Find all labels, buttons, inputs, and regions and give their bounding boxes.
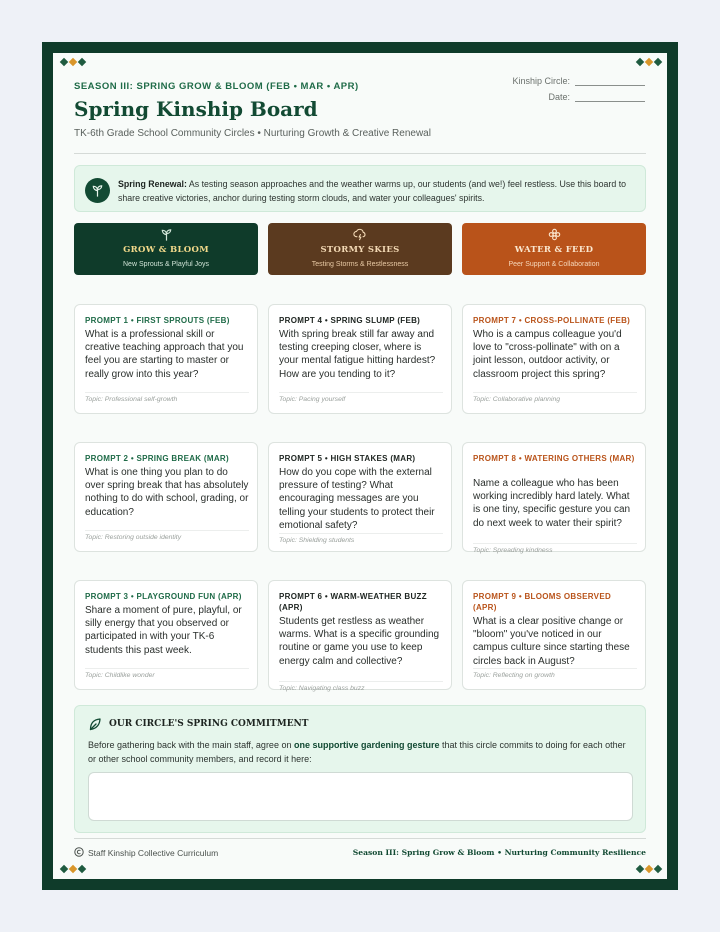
prompt-question: What is one thing you plan to do over spring break that has absolutely nothing to do with school, grading, or education? bbox=[85, 467, 249, 518]
date-label: Date: bbox=[548, 92, 570, 102]
prompt-topic: Topic: Shielding students bbox=[279, 533, 443, 544]
prompt-topic: Topic: Professional self-growth bbox=[85, 392, 249, 403]
footer-right-text: Season III: Spring Grow & Bloom • Nurturing Community Resilience bbox=[352, 848, 646, 857]
corner-ornament-bottom-right bbox=[637, 866, 661, 872]
date-blank[interactable] bbox=[575, 93, 645, 102]
prompt-label: PROMPT 9 • BLOOMS OBSERVED (APR) bbox=[473, 592, 612, 612]
category-water-feed bbox=[462, 223, 646, 275]
page-title: Spring Kinship Board bbox=[74, 97, 318, 121]
category-sub: Peer Support & Collaboration bbox=[508, 261, 600, 268]
kinship-circle-label: Kinship Circle: bbox=[512, 76, 570, 86]
storm-cloud-icon bbox=[268, 228, 452, 241]
season-label: SEASON III: SPRING GROW & BLOOM (FEB • MAR • APR) bbox=[74, 81, 359, 92]
prompt-card-3[interactable] bbox=[74, 580, 258, 690]
prompt-card-8[interactable] bbox=[462, 442, 646, 552]
prompt-topic: Topic: Collaborative planning bbox=[473, 392, 637, 403]
prompt-question: What is a clear positive change or "bloom" you've noticed in our campus culture since starting these circles back in August? bbox=[473, 616, 630, 667]
prompt-question: With spring break still far away and testing creeping closer, where is your mental fatigue hitting hardest? How are you tending to it? bbox=[279, 329, 436, 380]
prompt-question: Name a colleague who has been working incredibly hard lately. What is one tiny, specific gesture you can do next week to water their spirit? bbox=[473, 478, 631, 529]
commitment-instructions: Before gathering back with the main staff, agree on one supportive gardening gesture that this circle commits to doing for each other or other school community members, and record it here: bbox=[88, 740, 626, 764]
page-subtitle: TK-6th Grade School Community Circles • Nurturing Growth & Creative Renewal bbox=[74, 128, 431, 139]
prompt-topic: Topic: Pacing yourself bbox=[279, 392, 443, 403]
prompt-card-5[interactable] bbox=[268, 442, 452, 552]
prompt-card-9[interactable] bbox=[462, 580, 646, 690]
prompt-question: Who is a campus colleague you'd love to "cross-pollinate" with on a joint lesson, outdoor activity, or classroom project this spring? bbox=[473, 329, 622, 380]
prompt-card-6[interactable] bbox=[268, 580, 452, 690]
notice-text: Spring Renewal: As testing season approaches and the weather warms up, our students (and we!) feel restless. Use this board to share creative victories, anchor during testing storm clouds, and water your colleagues' spirits. bbox=[118, 179, 627, 203]
sprout-icon bbox=[85, 178, 110, 203]
prompt-topic: Topic: Navigating class buzz bbox=[279, 681, 443, 692]
footer-left-text: Staff Kinship Collective Curriculum bbox=[88, 848, 219, 858]
prompt-label: PROMPT 7 • CROSS-POLLINATE (FEB) bbox=[473, 316, 631, 325]
corner-ornament-top-left bbox=[61, 59, 85, 65]
prompt-label: PROMPT 2 • SPRING BREAK (MAR) bbox=[85, 454, 229, 463]
corner-ornament-top-right bbox=[637, 59, 661, 65]
prompt-label: PROMPT 8 • WATERING OTHERS (MAR) bbox=[473, 454, 635, 463]
flower-icon bbox=[462, 228, 646, 241]
category-sub: Testing Storms & Restlessness bbox=[311, 261, 409, 268]
sprout-icon bbox=[74, 228, 258, 241]
prompt-question: Share a moment of pure, playful, or silly energy that you observed or participated in with your TK-6 students this past week. bbox=[85, 605, 242, 656]
prompt-label: PROMPT 5 • HIGH STAKES (MAR) bbox=[279, 454, 416, 463]
prompt-card-2[interactable] bbox=[74, 442, 258, 552]
prompt-label: PROMPT 3 • PLAYGROUND FUN (APR) bbox=[85, 592, 242, 601]
category-name: GROW & BLOOM bbox=[123, 245, 209, 255]
commitment-input-box[interactable] bbox=[88, 772, 633, 821]
category-stormy-skies bbox=[268, 223, 452, 275]
prompt-topic: Topic: Restoring outside identity bbox=[85, 530, 249, 541]
footer-left bbox=[74, 847, 218, 859]
prompt-label: PROMPT 6 • WARM-WEATHER BUZZ (APR) bbox=[279, 592, 427, 612]
copyright-icon bbox=[74, 847, 84, 859]
prompt-question: How do you cope with the external pressure of testing? What encouraging messages are you telling your students to protect their emotional safety? bbox=[279, 467, 435, 531]
corner-ornament-bottom-left bbox=[61, 866, 85, 872]
prompt-topic: Topic: Spreading kindness bbox=[473, 543, 637, 554]
header-divider bbox=[74, 153, 646, 154]
spring-commitment-section bbox=[74, 705, 646, 833]
prompt-card-4[interactable] bbox=[268, 304, 452, 414]
category-sub: New Sprouts & Playful Joys bbox=[123, 261, 209, 268]
prompt-question: Students get restless as weather warms. What is a specific grounding routine or game you use to keep energy calm and collective? bbox=[279, 616, 440, 667]
footer-divider bbox=[74, 838, 646, 839]
prompt-card-1[interactable] bbox=[74, 304, 258, 414]
prompt-card-7[interactable] bbox=[462, 304, 646, 414]
spring-renewal-notice bbox=[74, 165, 646, 212]
kinship-circle-blank[interactable] bbox=[575, 77, 645, 86]
category-name: STORMY SKIES bbox=[320, 245, 400, 255]
prompt-label: PROMPT 4 • SPRING SLUMP (FEB) bbox=[279, 316, 421, 325]
kinship-circle-field[interactable] bbox=[512, 76, 645, 86]
prompt-topic: Topic: Reflecting on growth bbox=[473, 668, 637, 679]
date-field[interactable] bbox=[548, 92, 645, 102]
prompt-label: PROMPT 1 • FIRST SPROUTS (FEB) bbox=[85, 316, 230, 325]
commitment-heading: OUR CIRCLE'S SPRING COMMITMENT bbox=[109, 719, 309, 729]
leaf-icon bbox=[88, 717, 102, 736]
category-name: WATER & FEED bbox=[514, 245, 594, 255]
category-grow-bloom bbox=[74, 223, 258, 275]
prompt-question: What is a professional skill or creative teaching approach that you feel you are starting to master or really grow into this year? bbox=[85, 329, 244, 380]
prompt-topic: Topic: Childlike wonder bbox=[85, 668, 249, 679]
